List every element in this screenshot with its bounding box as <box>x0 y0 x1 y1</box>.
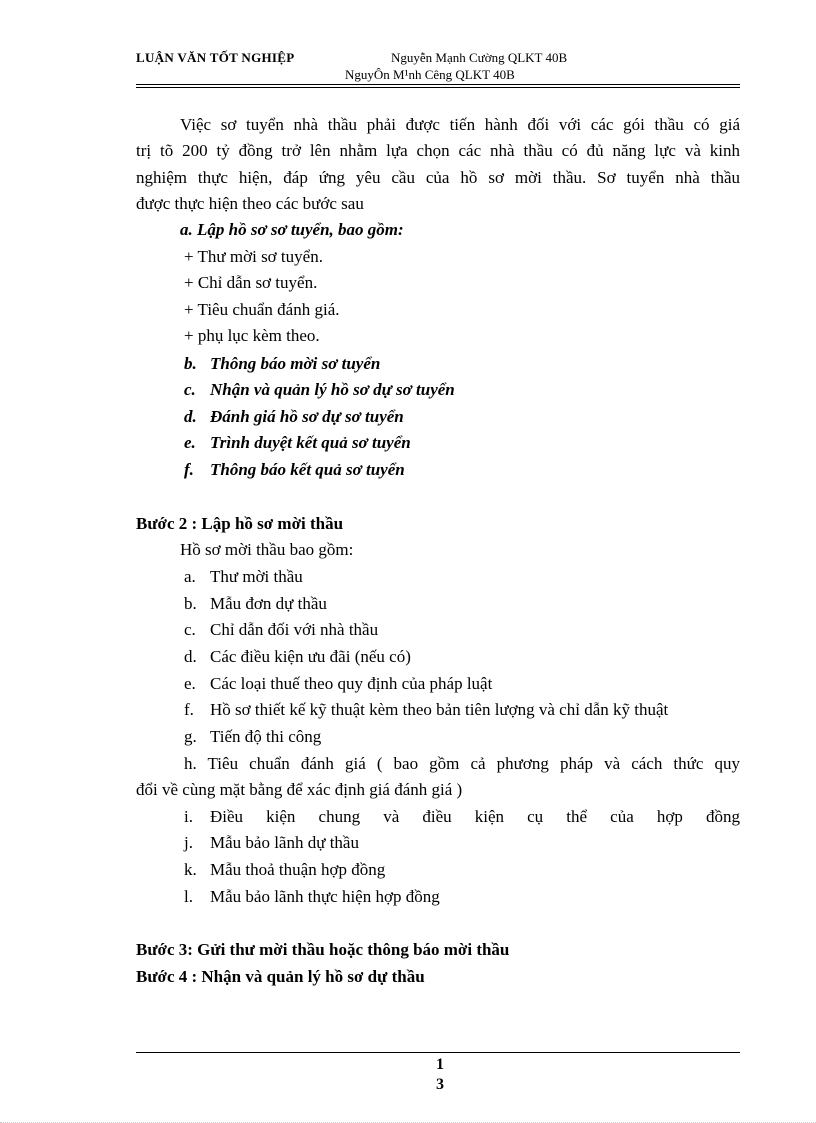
list-item-h: h. Tiêu chuẩn đánh giá ( bao gồm cả phương pháp và cách thức quy <box>184 754 740 773</box>
list-item: Chỉ dẫn đối với nhà thầu <box>210 620 379 639</box>
list-item: + Tiêu chuẩn đánh giá. <box>184 300 340 319</box>
substep-text: Trình duyệt kết quả sơ tuyển <box>210 433 411 452</box>
step-2-heading: Bước 2 : Lập hồ sơ mời thầu <box>136 514 344 533</box>
substep-label: b. <box>184 354 197 373</box>
page-number-secondary: 3 <box>436 1076 444 1093</box>
substep-label: c. <box>184 380 196 399</box>
intro-line: Việc sơ tuyển nhà thầu phải được tiến hành đối với các gói thầu có giá <box>180 115 740 134</box>
running-header-author-garbled: NguyÔn M¹nh Cêng QLKT 40B <box>345 67 515 82</box>
step-2-intro: Hồ sơ mời thầu bao gồm: <box>180 540 354 559</box>
list-item: + Chỉ dẫn sơ tuyển. <box>184 273 318 292</box>
list-item: Mẫu đơn dự thầu <box>210 594 327 613</box>
list-label: e. <box>184 674 196 693</box>
list-item: Mẫu thoả thuận hợp đồng <box>210 860 386 879</box>
list-label: f. <box>184 700 194 719</box>
list-item: + Thư mời sơ tuyển. <box>184 247 323 266</box>
list-item: Tiến độ thi công <box>210 727 322 746</box>
list-item: Mẫu bảo lãnh thực hiện hợp đồng <box>210 887 440 906</box>
intro-line: nghiệm thực hiện, đáp ứng yêu cầu của hồ sơ mời thầu. Sơ tuyển nhà thầu <box>136 168 740 187</box>
running-header-title: LUẬN VĂN TỐT NGHIỆP <box>136 50 295 65</box>
substep-text: Đánh giá hồ sơ dự sơ tuyển <box>210 407 404 426</box>
footer-rule <box>136 1052 740 1053</box>
header-rule <box>136 84 740 85</box>
intro-line: được thực hiện theo các bước sau <box>136 194 364 213</box>
running-header-author: Nguyễn Mạnh Cường QLKT 40B <box>391 50 568 65</box>
list-item: Các loại thuế theo quy định của pháp luật <box>210 674 493 693</box>
list-item: Hồ sơ thiết kế kỹ thuật kèm theo bản tiên lượng và chỉ dẫn kỹ thuật <box>210 700 669 719</box>
substep-label: f. <box>184 460 194 479</box>
list-label: i. <box>184 807 193 826</box>
substep-text: Nhận và quản lý hồ sơ dự sơ tuyển <box>210 380 455 399</box>
substep-a-heading: a. Lập hồ sơ sơ tuyển, bao gồm: <box>180 220 404 239</box>
list-label: g. <box>184 727 197 746</box>
list-label: l. <box>184 887 193 906</box>
list-label: j. <box>184 833 193 852</box>
substep-text: Thông báo mời sơ tuyển <box>210 354 381 373</box>
step-3-heading: Bước 3: Gửi thư mời thầu hoặc thông báo mời thầu <box>136 940 510 959</box>
list-item: Mẫu bảo lãnh dự thầu <box>210 833 359 852</box>
list-item: Điều kiện chung và điều kiện cụ thể của hợp đồng <box>210 807 740 826</box>
list-label: d. <box>184 647 197 666</box>
substep-label: e. <box>184 433 196 452</box>
substep-text: Thông báo kết quả sơ tuyển <box>210 460 405 479</box>
substep-label: d. <box>184 407 197 426</box>
step-4-heading: Bước 4 : Nhận và quản lý hồ sơ dự thầu <box>136 967 425 986</box>
list-label: k. <box>184 860 197 879</box>
page-number: 1 <box>436 1056 444 1073</box>
header-rule <box>136 87 740 88</box>
list-label: a. <box>184 567 196 586</box>
list-item: Các điều kiện ưu đãi (nếu có) <box>210 647 411 666</box>
list-label: b. <box>184 594 197 613</box>
list-item-h-cont: đổi về cùng mặt bằng để xác định giá đánh giá ) <box>136 780 463 799</box>
intro-line: trị tõ 200 tỷ đồng trở lên nhằm lựa chọn các nhà thầu có đủ năng lực và kinh <box>136 141 740 160</box>
list-item: + phụ lục kèm theo. <box>184 326 320 345</box>
list-label: c. <box>184 620 196 639</box>
list-item: Thư mời thầu <box>210 567 303 586</box>
